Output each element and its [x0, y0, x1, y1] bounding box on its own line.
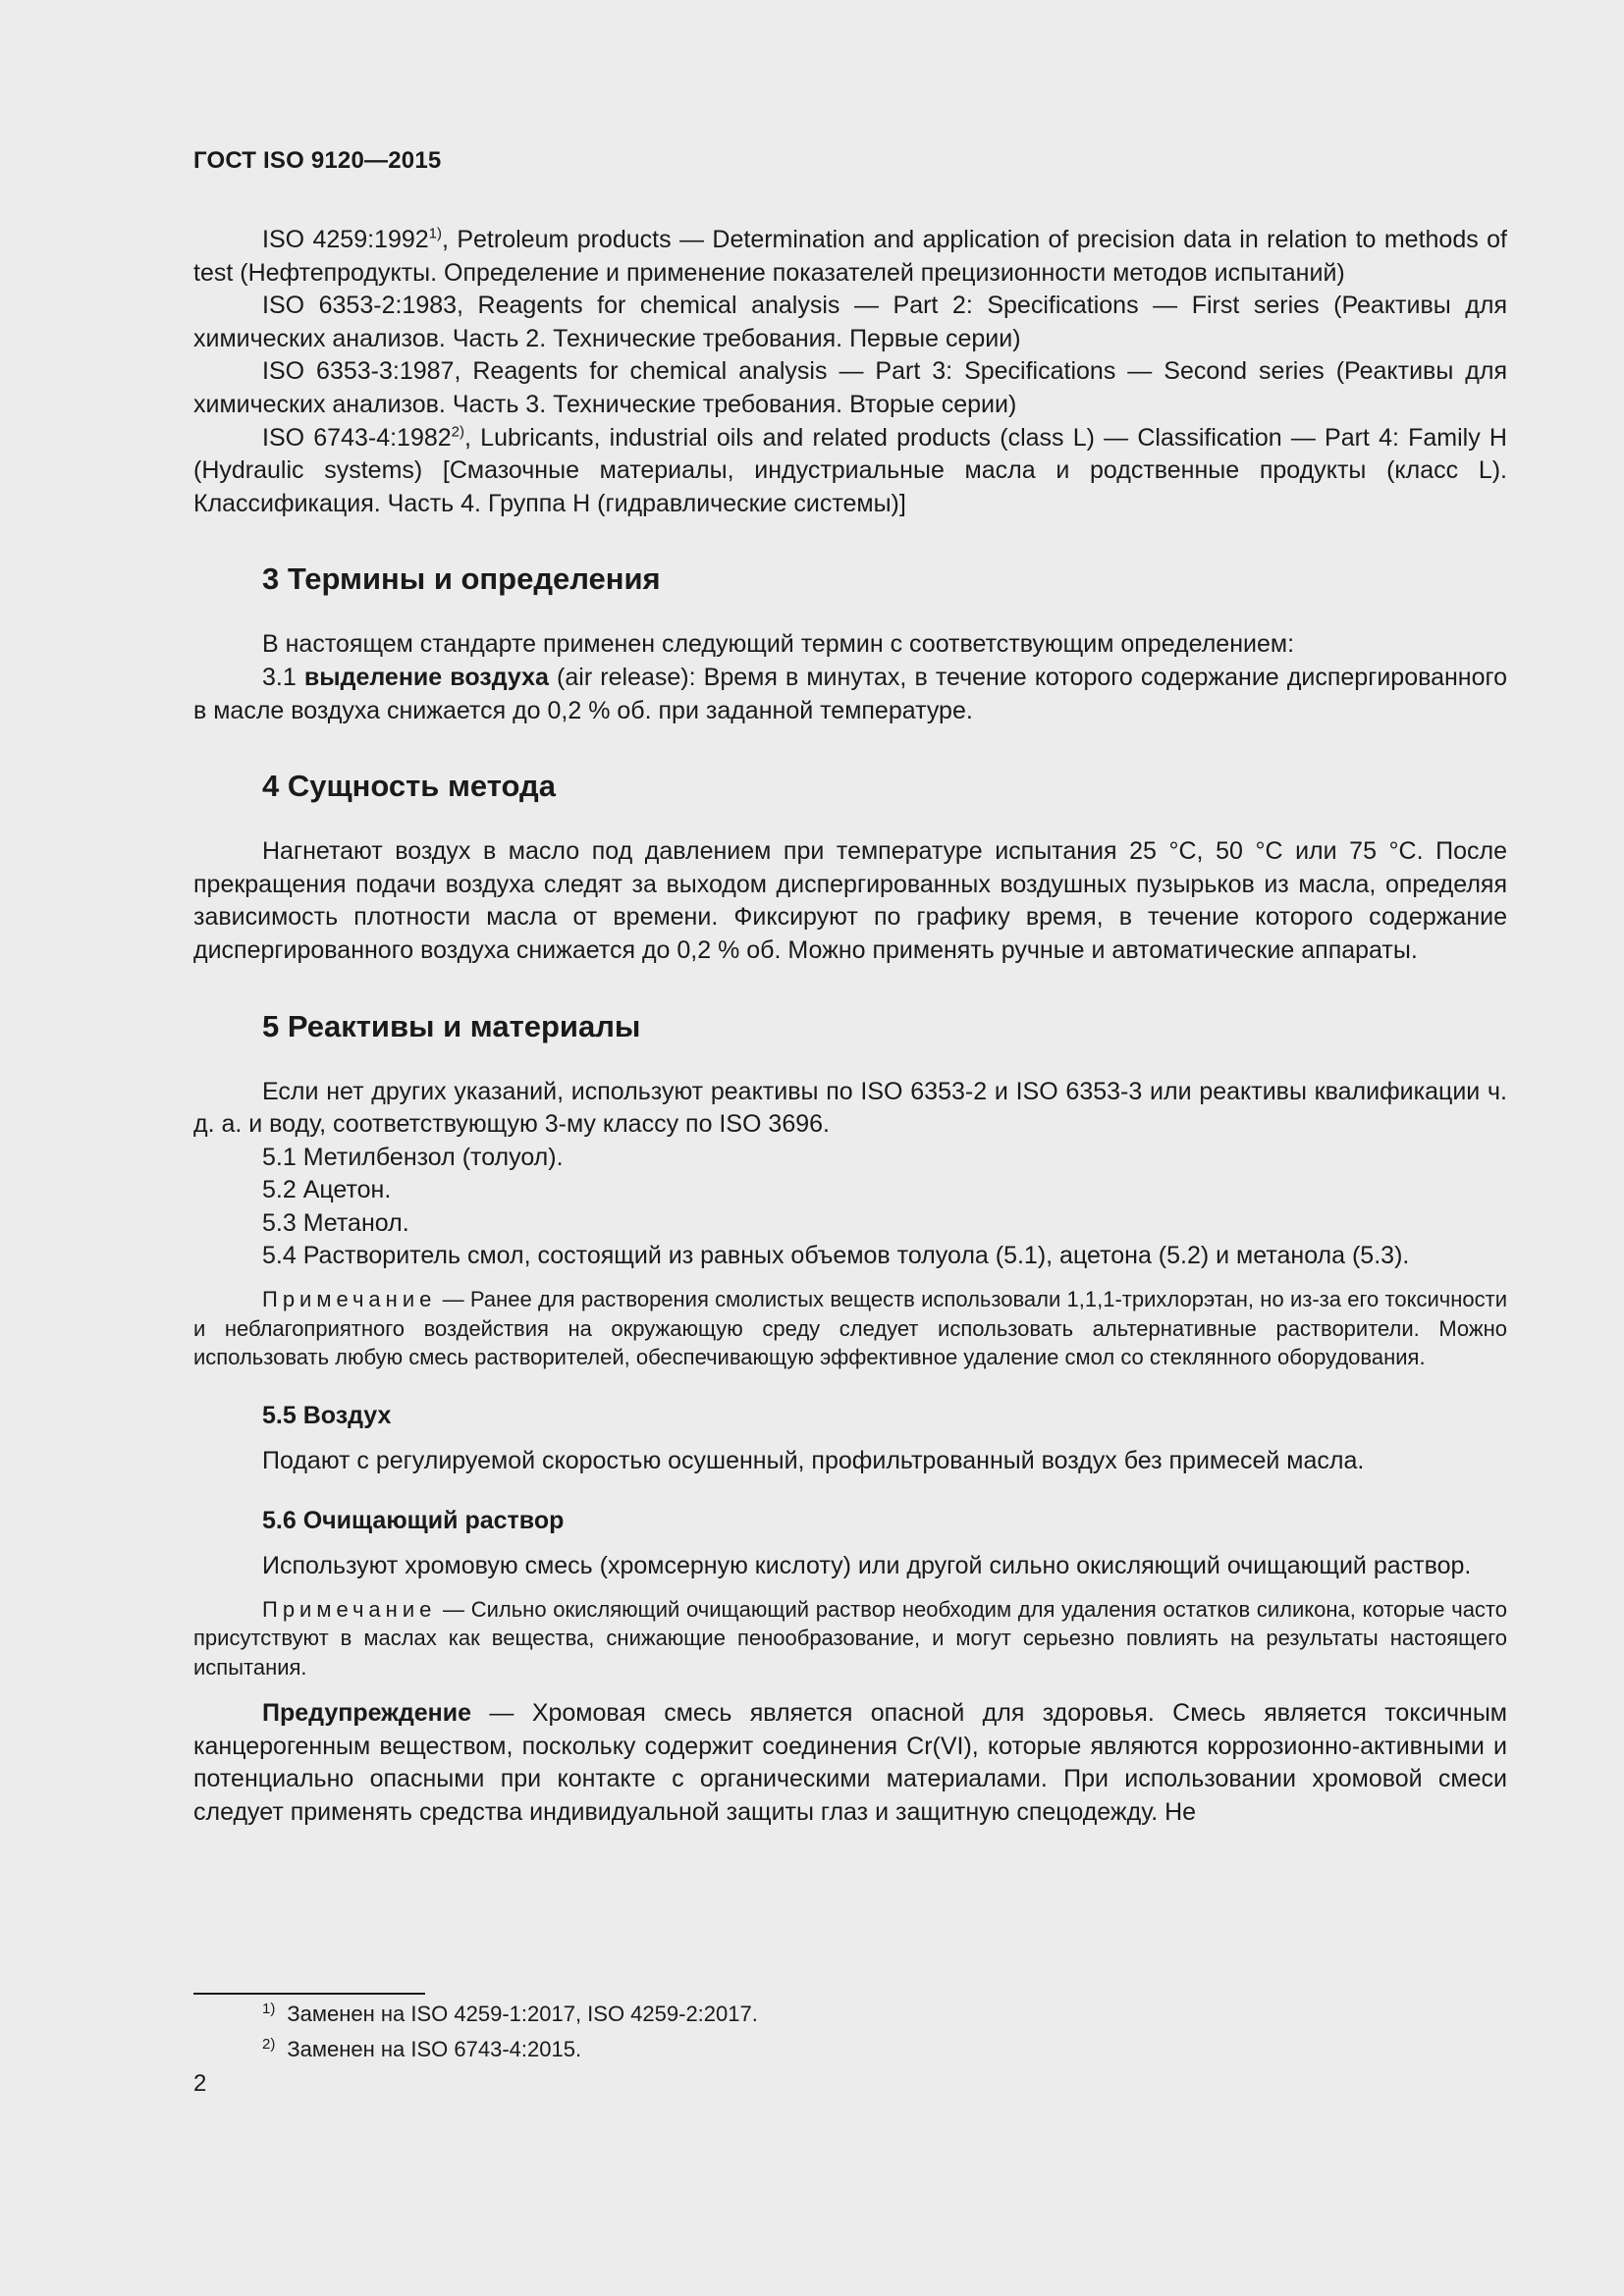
list-item: 5.1 Метилбензол (толуол). [262, 1143, 564, 1171]
normative-reference: ISO 4259:1992$^{1)}$, Petroleum products — Determination and application of precision data in relation to methods of test (Нефтепродукты. Определение и применение показателей прецизионности методов испытаний) [193, 225, 1507, 287]
document-page [193, 147, 1507, 1830]
warning: Предупреждение — Хромовая смесь является опасной для здоровья. Смесь является токсичным канцерогенным веществом, поскольку содержит соединения Cr(VI), которые являются коррозионно-активными и потенциально опасными при контакте с органическими материалами. При использовании хромовой смеси следует применять средства индивидуальной защиты глаз и защитную спецодежду. Не [193, 1699, 1507, 1827]
section-3-title: 3 Термины и определения [262, 561, 661, 597]
subsection-5-6-title: 5.6 Очищающий раствор [262, 1507, 565, 1535]
note: Примечание — Сильно окисляющий очищающий раствор необходим для удаления остатков силикона, которые часто присутствуют в маслах как вещества, снижающие пенообразование, и могут серьезно повлиять на результаты настоящего испытания. [193, 1596, 1507, 1680]
normative-reference: ISO 6353-2:1983, Reagents for chemical analysis — Part 2: Specifications — First series (Реактивы для химических анализов. Часть 2. Технические требования. Первые серии) [193, 292, 1507, 352]
subsection-5-6-text: Используют хромовую смесь (хромсерную кислоту) или другой сильно окисляющий очищающий раствор. [262, 1552, 1472, 1580]
footnotes [262, 1997, 758, 2067]
section-4-title: 4 Сущность метода [262, 769, 556, 804]
section-5-intro: Если нет других указаний, используют реактивы по ISO 6353-2 и ISO 6353-3 или реактивы квалификации ч. д. а. и воду, соответствующую 3-му классу по ISO 3696. [193, 1077, 1507, 1139]
normative-reference: ISO 6743-4:1982$^{2)}$, Lubricants, industrial oils and related products (class L) — Classification — Part 4: Family H (Hydraulic systems) [Смазочные материалы, индустриальные масла и родственные продукты (класс L). Классификация. Часть 4. Группа H (гидравлические системы)] [193, 423, 1507, 517]
section-5-title: 5 Реактивы и материалы [262, 1008, 641, 1043]
footnote-mark: 2) [451, 423, 465, 441]
subsection-5-5-title: 5.5 Воздух [262, 1401, 392, 1429]
term-name: выделение воздуха [303, 663, 549, 691]
normative-reference: ISO 6353-3:1987, Reagents for chemical analysis — Part 3: Specifications — Second series (Реактивы для химических анализов. Часть 3. Технические требования. Вторые серии) [193, 357, 1507, 418]
warning-label: Предупреждение [262, 1699, 472, 1728]
list-item: 5.4 Растворитель смол, состоящий из равных объемов толуола (5.1), ацетона (5.2) и метанола (5.3). [262, 1242, 1410, 1270]
footnote-mark: 1) [428, 225, 442, 242]
note-label: Примечание [262, 1287, 437, 1312]
note-label: Примечание [262, 1596, 437, 1622]
subsection-5-5-text: Подают с регулируемой скоростью осушенный, профильтрованный воздух без примесей масла. [262, 1446, 1365, 1474]
list-item: 5.2 Ацетон. [262, 1176, 392, 1204]
footnote: $^{2)}$ Заменен на ISO 6743-4:2015. [262, 2035, 582, 2061]
section-4-text: Нагнетают воздух в масло под давлением при температуре испытания 25 °С, 50 °С или 75 °С. После прекращения подачи воздуха следят за выходом диспергированных воздушных пузырьков из масла, определяя зависимость плотности масла от времени. Фиксируют по графику время, в течение которого содержание диспергированного воздуха снижается до 0,2 % об. Можно применять ручные и автоматические аппараты. [193, 837, 1507, 964]
note: Примечание — Ранее для растворения смолистых веществ использовали 1,1,1-трихлорэтан, но из-за его токсичности и неблагоприятного воздействия на окружающую среду следует использовать альтернативные растворители. Можно использовать любую смесь растворителей, обеспечивающую эффективное удаление смол со стеклянного оборудования. [193, 1287, 1507, 1370]
list-item: 5.3 Метанол. [262, 1208, 409, 1237]
page-number: 2 [193, 2070, 207, 2097]
footnote: $^{1)}$ Заменен на ISO 4259-1:2017, ISO 4259-2:2017. [262, 2000, 758, 2026]
term-definition: 3.1 выделение воздуха (air release): Время в минутах, в течение которого содержание диспергированного в масле воздуха снижается до 0,2 % об. при заданной температуре. [193, 663, 1507, 724]
document-header: ГОСТ ISO 9120—2015 [193, 147, 442, 174]
footnote-divider [193, 1993, 425, 1995]
section-3-intro: В настоящем стандарте применен следующий термин с соответствующим определением: [262, 630, 1295, 659]
